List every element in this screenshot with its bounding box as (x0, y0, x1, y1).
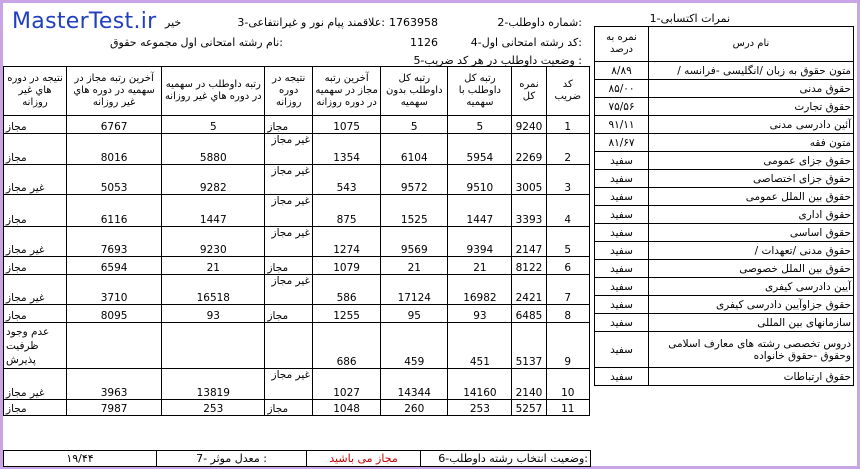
subject-score: ۸/۸۹ (595, 62, 649, 80)
cell-total-score: 2421 (512, 275, 546, 305)
cell-rank-no-quota: 1525 (381, 195, 448, 227)
subject-score: سفید (595, 314, 649, 332)
cell-rank-evening: 9282 (162, 165, 265, 195)
cell-total-score: 3005 (512, 165, 546, 195)
cell-total-score: 5137 (512, 323, 546, 369)
cell-total-score: 2147 (512, 227, 546, 257)
cell-last-rank-evening: 8095 (67, 305, 162, 323)
quota-row (4, 257, 590, 275)
cell-rank-quota: 9510 (448, 165, 512, 195)
cell-rank-quota: 21 (448, 257, 512, 275)
cell-result-day: غیر مجاز (265, 195, 313, 227)
cell-result-evening: مجاز (4, 134, 67, 165)
cell-rank-no-quota: 459 (381, 323, 448, 369)
quota-row (4, 227, 590, 257)
cell-result-evening: غیر مجاز (4, 369, 67, 400)
header-payamnoor-label: 3-علاقمند پیام نور و غیرانتفاعی: (237, 16, 385, 29)
cell-rank-quota: 253 (448, 400, 512, 416)
cell-last-rank-day: 543 (312, 165, 380, 195)
subject-column-header: نام درس (649, 27, 854, 62)
subject-score: سفید (595, 206, 649, 224)
score-column-header: نمره به درصد (595, 27, 649, 62)
cell-last-rank-evening: 3963 (67, 369, 162, 400)
subject-name: حقوق بین الملل خصوصی (649, 260, 854, 278)
subject-score: سفید (595, 296, 649, 314)
cell-rank-no-quota: 5 (381, 116, 448, 134)
quota-row (4, 116, 590, 134)
cell-rank-evening (162, 323, 265, 369)
subject-name: حقوق مدنی (649, 80, 854, 98)
cell-rank-quota: 14160 (448, 369, 512, 400)
subject-name: حقوق اداری (649, 206, 854, 224)
subject-name: حقوق جزای اختصاصی (649, 170, 854, 188)
subject-name: حقوق اساسی (649, 224, 854, 242)
col-rank-no-quota: رتبه کل داوطلب بدون سهمیه (381, 67, 448, 116)
cell-rank-no-quota: 260 (381, 400, 448, 416)
cell-last-rank-day: 586 (312, 275, 380, 305)
col-rank-quota: رتبه کل داوطلب با سهمیه (448, 67, 512, 116)
cell-result-evening: مجاز (4, 400, 67, 416)
cell-rank-no-quota: 9569 (381, 227, 448, 257)
subject-score: سفید (595, 170, 649, 188)
cell-result-evening: مجاز (4, 195, 67, 227)
cell-rank-evening: 5 (162, 116, 265, 134)
cell-last-rank-day: 1079 (312, 257, 380, 275)
cell-rank-quota: 16982 (448, 275, 512, 305)
cell-coefficient-code: 9 (546, 323, 589, 369)
cell-rank-evening: 9230 (162, 227, 265, 257)
selection-status-value: مجاز می باشید (307, 451, 421, 467)
cell-rank-no-quota: 9572 (381, 165, 448, 195)
header-candidate-number-label: 2-شماره داوطلب: (497, 16, 582, 29)
cell-last-rank-day: 1274 (312, 227, 380, 257)
cell-rank-evening: 253 (162, 400, 265, 416)
subject-score: سفید (595, 260, 649, 278)
cell-last-rank-evening: 3710 (67, 275, 162, 305)
cell-last-rank-evening (67, 323, 162, 369)
quota-row (4, 275, 590, 305)
subject-row (595, 98, 854, 116)
subject-score: سفید (595, 368, 649, 386)
cell-result-evening: مجاز (4, 116, 67, 134)
cell-result-day (265, 323, 313, 369)
cell-total-score: 3393 (512, 195, 546, 227)
subject-name: آئین دادرسی مدنی (649, 116, 854, 134)
cell-last-rank-evening: 6767 (67, 116, 162, 134)
cell-last-rank-evening: 6116 (67, 195, 162, 227)
quota-row (4, 369, 590, 400)
cell-last-rank-day: 1354 (312, 134, 380, 165)
cell-result-day: مجاز (265, 257, 313, 275)
cell-total-score: 2269 (512, 134, 546, 165)
subject-name: حقوق ارتباطات (649, 368, 854, 386)
cell-result-day: غیر مجاز (265, 275, 313, 305)
cell-last-rank-evening: 6594 (67, 257, 162, 275)
cell-rank-quota: 5954 (448, 134, 512, 165)
cell-result-day: غیر مجاز (265, 369, 313, 400)
cell-result-evening: غیر مجاز (4, 275, 67, 305)
cell-last-rank-day: 686 (312, 323, 380, 369)
cell-rank-quota: 9394 (448, 227, 512, 257)
cell-rank-no-quota: 6104 (381, 134, 448, 165)
cell-last-rank-evening: 8016 (67, 134, 162, 165)
subject-score: ۷۵/۵۶ (595, 98, 649, 116)
subject-name: حقوق بین الملل عمومی (649, 188, 854, 206)
subject-name: / حقوق مدنی /تعهدات (649, 242, 854, 260)
cell-rank-evening: 16518 (162, 275, 265, 305)
subject-row (595, 242, 854, 260)
subject-row (595, 152, 854, 170)
cell-last-rank-evening: 7693 (67, 227, 162, 257)
subject-row (595, 116, 854, 134)
subject-name: دروس تخصصی رشته های معارف اسلامی وحقوق -حقوق خانواده (649, 332, 854, 368)
cell-last-rank-day: 1075 (312, 116, 380, 134)
subject-score: سفید (595, 278, 649, 296)
cell-coefficient-code: 7 (546, 275, 589, 305)
subject-score: سفید (595, 242, 649, 260)
subject-row (595, 278, 854, 296)
cell-last-rank-day: 1255 (312, 305, 380, 323)
cell-result-evening: غیر مجاز (4, 165, 67, 195)
cell-last-rank-evening: 7987 (67, 400, 162, 416)
subject-score: ۹۱/۱۱ (595, 116, 649, 134)
subject-row (595, 224, 854, 242)
subject-score: سفید (595, 224, 649, 242)
cell-coefficient-code: 1 (546, 116, 589, 134)
cell-result-day: مجاز (265, 305, 313, 323)
header-acquired-scores: 1-نمرات اکتسابی (649, 12, 730, 25)
cell-rank-no-quota: 17124 (381, 275, 448, 305)
cell-coefficient-code: 2 (546, 134, 589, 165)
header-field-name-value: مجموعه حقوق (110, 36, 178, 49)
cell-result-evening: مجاز (4, 305, 67, 323)
subject-score: سفید (595, 152, 649, 170)
cell-result-day: غیر مجاز (265, 134, 313, 165)
subject-row (595, 296, 854, 314)
cell-total-score: 6485 (512, 305, 546, 323)
header-field-name-label: نام رشته امتحانی اول: (180, 36, 283, 49)
quota-row (4, 134, 590, 165)
cell-coefficient-code: 6 (546, 257, 589, 275)
col-total-score: نمره کل (512, 67, 546, 116)
cell-rank-no-quota: 14344 (381, 369, 448, 400)
cell-rank-no-quota: 21 (381, 257, 448, 275)
quota-row (4, 165, 590, 195)
cell-rank-evening: 13819 (162, 369, 265, 400)
cell-rank-evening: 21 (162, 257, 265, 275)
col-coefficient-code: کد ضریب (546, 67, 589, 116)
col-last-rank-evening: آخرین رتبه مجاز در سهمیه در دوره هاي غير روزانه (67, 67, 162, 116)
cell-coefficient-code: 5 (546, 227, 589, 257)
subject-row (595, 332, 854, 368)
cell-coefficient-code: 3 (546, 165, 589, 195)
subject-name: سازمانهای بین المللی (649, 314, 854, 332)
subject-name: حقوق جزاوآیین دادرسی کیفری (649, 296, 854, 314)
cell-rank-quota: 93 (448, 305, 512, 323)
header-payamnoor-value: خیر (165, 16, 182, 29)
cell-rank-evening: 5880 (162, 134, 265, 165)
header-quota-status: 5-وضعیت داوطلب در هر کد ضریب : (413, 54, 582, 67)
subject-name: حقوق تجارت (649, 98, 854, 116)
quota-row (4, 195, 590, 227)
cell-result-evening: غیر مجاز (4, 227, 67, 257)
subject-row (595, 134, 854, 152)
subject-score: ۸۱/۶۷ (595, 134, 649, 152)
subject-name: آیین دادرسی کیفری (649, 278, 854, 296)
subject-row (595, 368, 854, 386)
cell-rank-evening: 1447 (162, 195, 265, 227)
subject-name: حقوق جزای عمومی (649, 152, 854, 170)
cell-result-day: مجاز (265, 116, 313, 134)
gpa-value: ۱۹/۴۴ (4, 451, 157, 467)
subject-row (595, 62, 854, 80)
col-result-evening: نتیجه در دوره هاي غير روزانه (4, 67, 67, 116)
cell-total-score: 5257 (512, 400, 546, 416)
cell-last-rank-day: 1027 (312, 369, 380, 400)
quota-row (4, 323, 590, 369)
quota-row (4, 400, 590, 416)
cell-total-score: 8122 (512, 257, 546, 275)
cell-rank-quota: 1447 (448, 195, 512, 227)
cell-last-rank-day: 875 (312, 195, 380, 227)
cell-rank-quota: 451 (448, 323, 512, 369)
cell-rank-quota: 5 (448, 116, 512, 134)
subject-row (595, 188, 854, 206)
subject-name: / متون حقوق به زبان /انگلیسی -فرانسه (649, 62, 854, 80)
cell-rank-evening: 93 (162, 305, 265, 323)
header-field-code-label: 4-کد رشته امتحانی اول: (470, 36, 582, 49)
col-result-day: نتیجه در دوره روزانه (265, 67, 313, 116)
cell-last-rank-day: 1048 (312, 400, 380, 416)
col-rank-evening: رتبه داوطلب در سهمیه در دوره هاي غير روزانه (162, 67, 265, 116)
cell-result-evening: مجاز (4, 257, 67, 275)
site-logo: MasterTest.ir (12, 9, 157, 34)
cell-coefficient-code: 11 (546, 400, 589, 416)
cell-coefficient-code: 10 (546, 369, 589, 400)
cell-result-day: مجاز (265, 400, 313, 416)
header-field-code-value: 1126 (410, 36, 438, 49)
quota-row (4, 305, 590, 323)
subject-score: سفید (595, 332, 649, 368)
cell-coefficient-code: 4 (546, 195, 589, 227)
subject-name: متون فقه (649, 134, 854, 152)
subject-row (595, 80, 854, 98)
subject-row (595, 260, 854, 278)
subject-row (595, 206, 854, 224)
selection-status-label: 6-وضعیت انتخاب رشته داوطلب: (421, 451, 591, 467)
subject-score: ۸۵/۰۰ (595, 80, 649, 98)
header-candidate-number-value: 1763958 (389, 16, 438, 29)
cell-last-rank-evening: 5053 (67, 165, 162, 195)
quota-table (3, 66, 590, 416)
cell-result-day: غیر مجاز (265, 227, 313, 257)
cell-total-score: 2140 (512, 369, 546, 400)
col-last-rank-day: آخرین رتبه مجاز در سهمیه در دوره روزانه (312, 67, 380, 116)
subject-score: سفید (595, 188, 649, 206)
cell-total-score: 9240 (512, 116, 546, 134)
cell-result-day: غیر مجاز (265, 165, 313, 195)
cell-rank-no-quota: 95 (381, 305, 448, 323)
footer-table (3, 450, 591, 467)
subjects-table (594, 26, 854, 386)
cell-coefficient-code: 8 (546, 305, 589, 323)
subject-row (595, 314, 854, 332)
subject-row (595, 170, 854, 188)
cell-result-evening: عدم وجود ظرفیت پذیرش (4, 323, 67, 369)
gpa-label: 7- معدل موثر : (157, 451, 307, 467)
